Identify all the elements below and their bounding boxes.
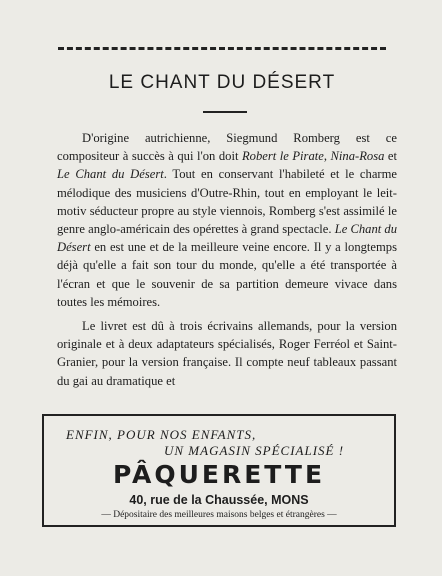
text-run: Le livret est dû à trois écrivains allemands, pour la version originale et à deux adaptateurs spécialisés, Roger Ferréol et Saint-Granier, pour la version française. Il compte neuf tableaux passant du gai au dramatique et bbox=[57, 319, 397, 388]
shop-name: PÂQUERETTE bbox=[112, 460, 326, 489]
page-title: LE CHANT DU DÉSERT bbox=[108, 72, 336, 93]
text-run: . Tout en conservant l'habileté et le charme mélodique des musiciens d'Outre-Rhin, tout en employant le leit-motiv séducteur propre au style viennois, Romberg s'est assimilé le genre anglo-américain des opérettes à grand spectacle. bbox=[57, 167, 397, 237]
shop-depositaire: — Dépositaire des meilleures maisons belges et étrangères — bbox=[101, 510, 337, 520]
advertisement-box bbox=[42, 414, 396, 527]
work-title: Nina-Rosa bbox=[330, 149, 385, 164]
ad-tagline-1: ENFIN, POUR NOS ENFANTS, bbox=[66, 427, 257, 442]
ad-tagline-2: UN MAGASIN SPÉCIALISÉ ! bbox=[164, 443, 345, 458]
shop-address: 40, rue de la Chaussée, MONS bbox=[129, 493, 309, 507]
work-title: Robert le Pirate bbox=[241, 149, 324, 164]
dashed-rule bbox=[58, 47, 386, 50]
paragraph-1 bbox=[57, 129, 397, 311]
work-title: Le Chant du Désert bbox=[57, 167, 164, 182]
text-run: , bbox=[323, 149, 331, 164]
work-title: Le Chant du Désert bbox=[57, 222, 397, 255]
text-run: D'origine autrichienne, Siegmund Romberg est ce compositeur à succès à qui l'on doit bbox=[57, 131, 397, 164]
article-body bbox=[57, 129, 397, 390]
title-underline bbox=[203, 111, 247, 113]
text-run: et bbox=[384, 149, 398, 164]
paragraph-2 bbox=[57, 317, 397, 390]
text-run: en est une et de la meilleure veine encore. Il y a longtemps déjà qu'elle a fait son tour du monde, qu'elle a été transportée à l'écran et que le souvenir de sa partition demeure vivace dans toutes les mémoires. bbox=[57, 240, 397, 309]
